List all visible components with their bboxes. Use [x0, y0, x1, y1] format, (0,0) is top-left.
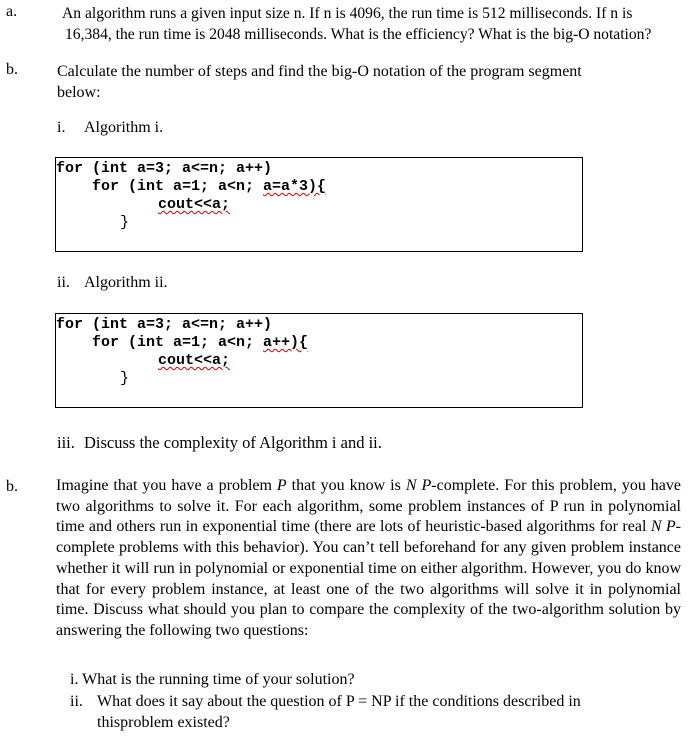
code1-line-1: for (int a=3; a<=n; a++) [56, 160, 273, 177]
discuss-item [57, 433, 382, 453]
para-seg-4: -complete. For this problem, you have two algorithms to solve it. For each algorithm, some problem instances of P run in polynomial time and others run in exponential time (there are lots of heuristic-based algorithms for real [56, 477, 682, 536]
question-a-text [62, 3, 696, 45]
question-a-line-2: 16,384, the run time is 2048 milliseconds. What is the efficiency? What is the big-O notation? [65, 26, 652, 43]
code2-line-3 [158, 352, 230, 370]
question-b2-paragraph [56, 476, 681, 642]
algorithm-ii-label: Algorithm ii. [84, 274, 168, 291]
sub-question-2-roman: ii. [70, 693, 83, 710]
code1-cout: cout<<a; [158, 196, 231, 213]
code2-line-2 [56, 334, 308, 352]
code1-line-2 [56, 178, 326, 196]
algorithm-i-label: Algorithm i. [84, 119, 164, 136]
discuss-roman: iii. [57, 433, 75, 452]
para-seg-2: that you know is [286, 477, 406, 494]
question-b1-line-2: below: [57, 84, 101, 101]
algorithm-ii-roman: ii. [57, 274, 70, 291]
question-a-line-1: An algorithm runs a given input size n. If n is 4096, the run time is 512 milliseconds. If n is [62, 5, 633, 22]
discuss-text: Discuss the complexity of Algorithm i and ii. [84, 433, 382, 452]
sub-question-2-line-1: What does it say about the question of P = NP if the conditions described in [97, 693, 581, 710]
code1-line-4: } [120, 214, 130, 231]
para-seg-0: Imagine that you have a problem [56, 477, 277, 494]
question-b1-marker: b. [6, 61, 18, 78]
code1-line-2-pre: for (int a=1; a<n; [56, 178, 264, 195]
para-seg-1: P [276, 477, 287, 494]
code2-line-2-mark: a++){ [263, 334, 309, 351]
code2-line-2-pre: for (int a=1; a<n; [56, 334, 264, 351]
question-a-marker: a. [6, 3, 18, 20]
algorithm-ii-code-box [55, 313, 583, 408]
code2-line-4: } [120, 370, 130, 387]
para-seg-3: N P [405, 477, 432, 494]
para-seg-5: N P [650, 518, 676, 536]
algorithm-i-heading [57, 119, 163, 137]
algorithm-i-code-box [55, 157, 583, 252]
code2-cout: cout<<a; [158, 352, 231, 369]
question-b2-marker: b. [6, 478, 18, 495]
sub-question-2-line-2: thisproblem existed? [97, 714, 230, 731]
para-seg-6: -complete problems with this behavior). You can’t tell beforehand for any given problem instance whether it will run in polynomial or exponential time on either algorithm. However, you do know that for every problem instance, at least one of the two algorithms will solve it in polynomial time. Discuss what should you plan to compare the complexity of the two-algorithm solution by answering the following two questions: [56, 518, 681, 639]
question-b1-line-1: Calculate the number of steps and find the big-O notation of the program segment [57, 63, 582, 80]
algorithm-ii-heading [57, 274, 168, 292]
question-b1-text [57, 61, 687, 103]
algorithm-i-roman: i. [57, 119, 66, 136]
code2-line-1: for (int a=3; a<=n; a++) [56, 316, 273, 333]
code1-line-2-mark: a=a*3){ [263, 178, 327, 195]
code1-line-3 [158, 196, 230, 214]
sub-question-2 [70, 691, 670, 733]
sub-question-1: i. What is the running time of your solution? [70, 671, 355, 688]
